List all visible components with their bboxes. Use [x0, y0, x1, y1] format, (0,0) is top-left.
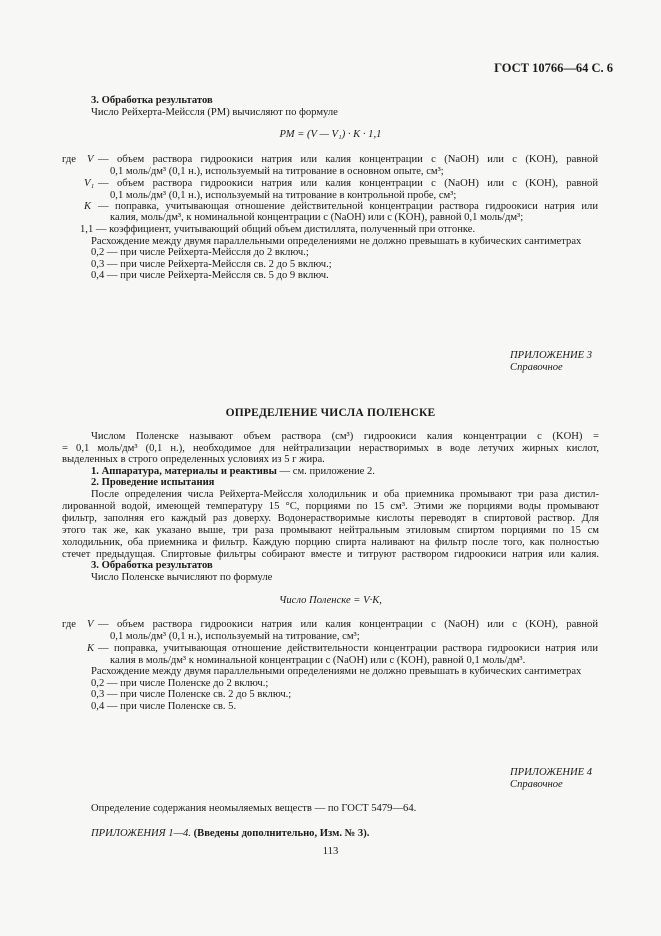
definition-line: 0,1 моль/дм³ (0,1 н.), используемый на титрование в основном опыте, см³; [110, 166, 444, 177]
appendix-title: ОПРЕДЕЛЕНИЕ ЧИСЛА ПОЛЕНСКЕ [225, 407, 436, 419]
amendment-note [91, 828, 369, 841]
paragraph: Определение содержания неомыляемых веществ — по ГОСТ 5479—64. [91, 803, 417, 814]
appendix-sublabel: Справочное [510, 362, 563, 373]
definition-line: 1,1 — коэффициент, учитывающий общий объем дистиллята, полученный при отгонке. [80, 224, 476, 235]
definition-line: 0,1 моль/дм³ (0,1 н.), используемый на титрование в контрольной пробе, см³; [110, 190, 457, 201]
list-item: 0,4 — при числе Поленске св. 5. [91, 701, 237, 712]
paragraph-line: выделенных в строго определенных условиях из 5 г жира. [62, 454, 325, 465]
list-item: 0,2 — при числе Рейхерта-Мейссля до 2 включ.; [91, 247, 309, 258]
definition-line: — объем раствора гидроокиси натрия или калия концентрации c (NaOH) или c (KOH), равной [98, 619, 598, 630]
paragraph-line: холодильник, оба приемника и фильтр. Каждую порцию спирта наливают на фильтр после того, как полностью [62, 537, 599, 548]
paragraph-line: Числом Поленске называют объем раствора (см³) гидроокиси калия концентрации c (KOH) = [91, 431, 599, 442]
appendix-label: ПРИЛОЖЕНИЕ 3 [510, 350, 593, 361]
definition-line: 0,1 моль/дм³ (0,1 н.), используемый на титрование, см³; [110, 631, 360, 642]
paragraph: Расхождение между двумя параллельными определениями не должно превышать в кубических сантиметрах [91, 236, 582, 247]
paragraph-line: этого так же, как указано выше, три раза промывают нейтральным этиловым спиртом порциями по 15 см [62, 525, 599, 536]
where-label: где [62, 619, 76, 630]
list-item: 0,3 — при числе Рейхерта-Мейссля св. 2 до 5 включ.; [91, 259, 332, 270]
definition-line: — поправка, учитывающая отношение действительности концентрации раствора гидроокиси натрия или [98, 643, 598, 654]
appendix-sublabel: Справочное [510, 779, 563, 790]
formula: Число Поленске = V·K, [279, 595, 382, 606]
section-heading-rest: — см. приложение 2. [276, 466, 375, 477]
paragraph: Число Поленске вычисляют по формуле [91, 572, 273, 583]
definition-line: — поправка, учитывающая отношение действительной концентрации раствора гидроокиси натрия или [98, 201, 598, 212]
definition-line: — объем раствора гидроокиси натрия или калия концентрации c (NaOH) или c (KOH), равной [98, 178, 598, 189]
variable-symbol: K [84, 201, 92, 212]
amendment-note-bold: (Введены дополнительно, Изм. № 3). [190, 828, 370, 839]
paragraph: Расхождение между двумя параллельными определениями не должно превышать в кубических сантиметрах [91, 666, 582, 677]
list-item: 0,4 — при числе Рейхерта-Мейссля св. 5 до 9 включ. [91, 270, 329, 281]
definition-line: калия, моль/дм³, к номинальной концентрации c (NaOH) или c (KOH), равной 0,1 моль/дм³; [110, 212, 524, 223]
appendix-label: ПРИЛОЖЕНИЕ 4 [510, 767, 593, 778]
list-item: 0,2 — при числе Поленске до 2 включ.; [91, 678, 269, 689]
paragraph: Число Рейхерта-Мейссля (РМ) вычисляют по формуле [91, 107, 338, 118]
variable-symbol: V [87, 154, 94, 165]
formula: РМ = (V — V₁) · K · 1,1 [279, 129, 382, 140]
where-label: где [62, 154, 76, 165]
page-number: 113 [322, 846, 339, 857]
section-heading-text: 1. Аппаратура, материалы и реактивы [91, 466, 277, 477]
paragraph-line: лированной водой, имеющей температуру 15 °С, порциями по 15 см³. Этими же порциями воды промывают [62, 501, 599, 512]
paragraph-line: = 0,1 моль/дм³ (0,1 н.), необходимое для нейтрализации нерастворимых в воде летучих жирных кислот, [62, 443, 599, 454]
variable-symbol: K [87, 643, 95, 654]
section-heading: 2. Проведение испытания [91, 477, 215, 488]
running-header: ГОСТ 10766—64 С. 6 [494, 61, 613, 75]
paragraph-line: После определения числа Рейхерта-Мейссля холодильник и оба приемника промывают три раза дистил- [91, 489, 599, 500]
variable-symbol: V [87, 619, 94, 630]
definition-line: — объем раствора гидроокиси натрия или калия концентрации c (NaOH) или c (KOH), равной [98, 154, 598, 165]
variable-symbol: V₁ [84, 178, 95, 189]
section-heading: 3. Обработка результатов [91, 560, 213, 571]
paragraph-line: фильтр, заполняя его каждый раз доверху. Водонерастворимые кислоты переводят в спиртовой раствор. Для [62, 513, 599, 524]
amendment-note-italic: ПРИЛОЖЕНИЯ 1—4. [91, 828, 191, 839]
section-heading: 3. Обработка результатов [91, 95, 213, 106]
paragraph-line: стечет предыдущая. Спиртовые фильтры собирают вместе и титруют раствором гидроокиси натрия или калия. [62, 549, 599, 560]
definition-line: калия в моль/дм³ к номинальной концентрации c (NaOH) или c (KOH), равной 0,1 моль/дм³. [110, 655, 526, 666]
list-item: 0,3 — при числе Поленске св. 2 до 5 включ.; [91, 689, 292, 700]
